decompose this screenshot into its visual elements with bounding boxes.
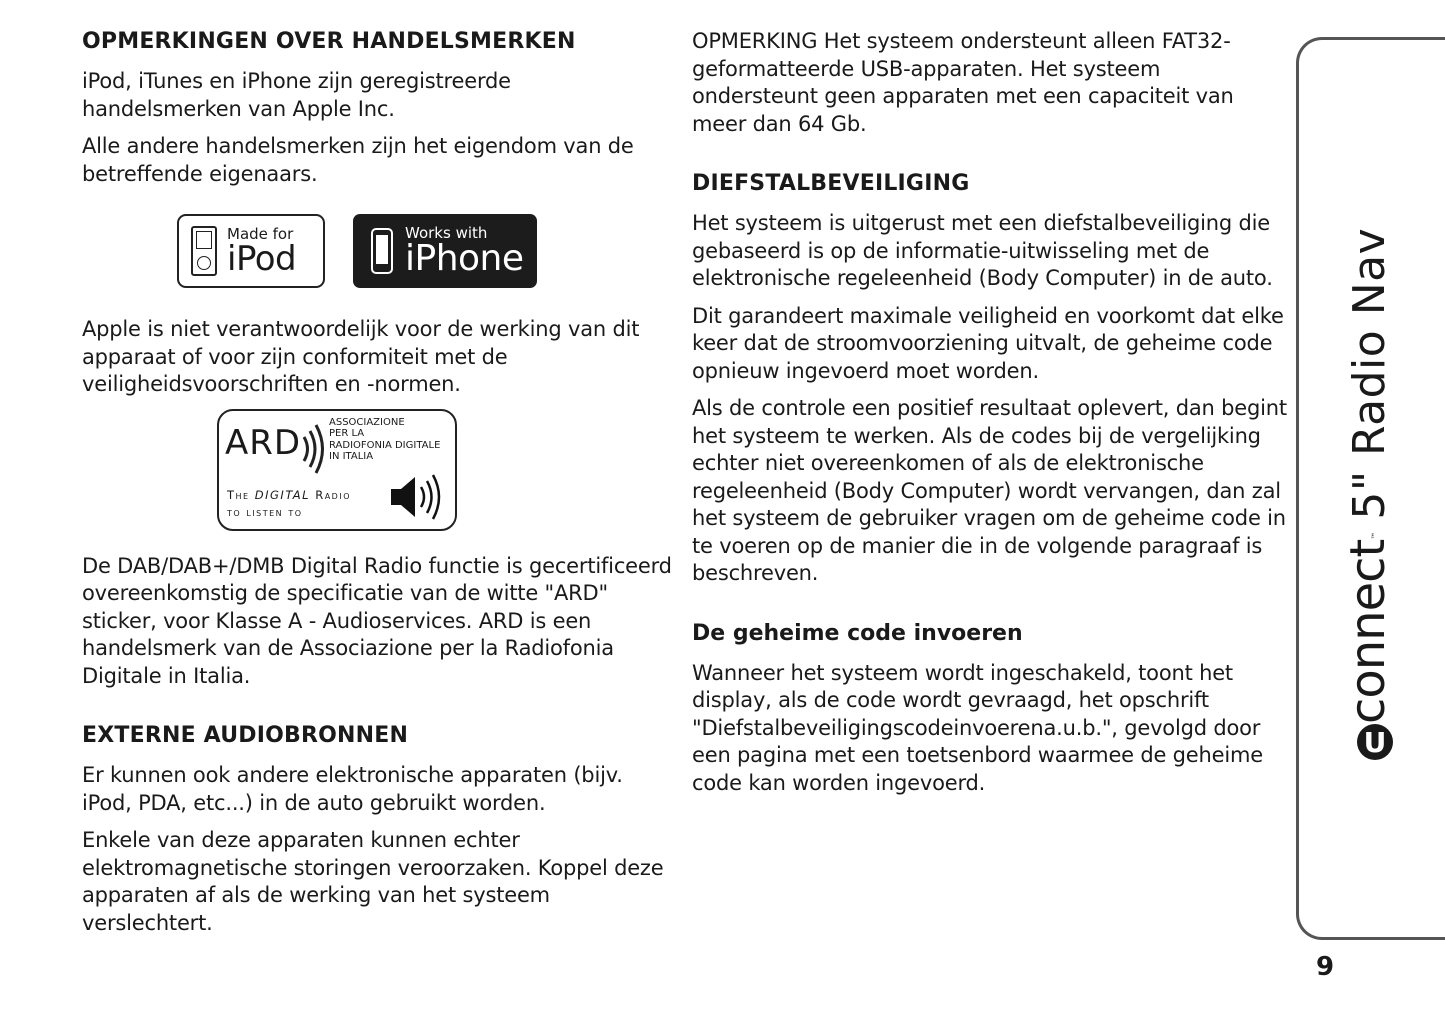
apple-badges	[82, 214, 672, 288]
dab-paragraph: De DAB/DAB+/DMB Digital Radio functie is gecertificeerd overeenkomstig de specificatie van de witte "ARD" sticker, voor Klasse A - Audioservices. ARD is een handelsmerk van de Associazione per la Radiofonia Digitale in Italia.	[82, 553, 672, 688]
ard-assoc-line-2: PER LA	[329, 428, 365, 439]
ard-logo-wrap	[82, 409, 672, 531]
chapter-subtitle: 5" Radio Nav	[1344, 227, 1395, 520]
right-column	[692, 28, 1292, 807]
ard-logo	[217, 409, 457, 531]
theft-paragraph-2: Dit garandeert maximale veiligheid en voorkomt dat elke keer dat de stroomvoorziening uitvalt, de geheime code opnieuw ingevoerd moet worden.	[692, 303, 1284, 383]
external-audio-heading: EXTERNE AUDIOBRONNEN	[82, 723, 409, 748]
ard-association-text	[329, 417, 440, 463]
ard-assoc-line-3: RADIOFONIA DIGITALE	[329, 439, 441, 451]
secret-code-paragraph: Wanneer het systeem wordt ingeschakeld, toont het display, als de code wordt gevraagd, het opschrift "Diefstalbeveiligingscodeinvoerena.u.b.", gevolgd door een pagina met een toetsenbord waarmee de geheime code kan worden ingevoerd.	[692, 660, 1263, 795]
left-column	[82, 28, 672, 947]
works-with-iphone-badge	[353, 214, 537, 288]
ard-assoc-line-4: IN ITALIA	[329, 451, 374, 462]
trademarks-paragraph-1: iPod, iTunes en iPhone zijn geregistreerde handelsmerken van Apple Inc.	[82, 69, 511, 121]
ard-tag-the: The	[227, 487, 250, 502]
ipod-badge-big-text: iPod	[227, 238, 297, 279]
theft-paragraph-1: Het systeem is uitgerust met een diefstalbeveiliging die gebaseerd is op de informatie-uitwisseling met de elektronische regeleenheid (Body Computer) in de auto.	[692, 211, 1273, 290]
chapter-title	[1340, 228, 1396, 760]
ard-tagline	[227, 487, 351, 521]
theft-protection-heading: DIEFSTALBEVEILIGING	[692, 171, 970, 196]
iphone-badge-big-text: iPhone	[405, 237, 524, 279]
uconnect-u-icon: U	[1357, 724, 1393, 760]
external-audio-paragraph-1: Er kunnen ook andere elektronische apparaten (bijv. iPod, PDA, etc...) in de auto gebruikt worden.	[82, 763, 623, 815]
trademarks-heading: OPMERKINGEN OVER HANDELSMERKEN	[82, 29, 576, 54]
ipod-icon	[191, 226, 217, 276]
usb-note: OPMERKING Het systeem ondersteunt alleen FAT32-geformatteerde USB-apparaten. Het systeem ondersteunt geen apparaten met een capaciteit van meer dan 64 Gb.	[692, 29, 1234, 136]
trademark-symbol: ™	[1370, 531, 1380, 540]
ard-tag-radio: Radio	[315, 487, 351, 502]
iphone-icon	[371, 228, 393, 274]
iphone-badge-small-text: Works with	[405, 223, 488, 242]
ipod-badge-small-text: Made for	[227, 224, 294, 243]
apple-disclaimer: Apple is niet verantwoordelijk voor de werking van dit apparaat of voor zijn conformiteit met de veiligheidsvoorschriften en -normen.	[82, 317, 640, 396]
secret-code-heading: De geheime code invoeren	[692, 620, 1023, 646]
ard-tag-digital: DIGITAL	[254, 487, 311, 502]
uconnect-brand	[1340, 532, 1396, 760]
ard-assoc-line-1: ASSOCIAZIONE	[329, 416, 405, 428]
trademarks-paragraph-2: Alle andere handelsmerken zijn het eigendom van de betreffende eigenaars.	[82, 134, 634, 186]
theft-paragraph-3: Als de controle een positief resultaat oplevert, dan begint het systeem te werken. Als de codes bij de vergelijking echter niet overeenkomen of als de elektronische regeleenheid (Body Computer) wordt vervangen, dan zal het systeem de gebruiker vragen om de geheime code in te voeren op de manier die in de volgende paragraaf is beschreven.	[692, 396, 1287, 585]
speaker-icon	[389, 469, 445, 525]
radio-waves-icon	[301, 419, 327, 479]
external-audio-paragraph-2: Enkele van deze apparaten kunnen echter elektromagnetische storingen veroorzaken. Koppel deze apparaten af als de werking van het systeem verslechtert.	[82, 828, 664, 935]
ard-logo-name: ARD	[225, 422, 302, 463]
made-for-ipod-badge	[177, 214, 325, 288]
ard-tag-line-2: to listen to	[227, 504, 303, 519]
uconnect-word: connect	[1340, 539, 1396, 724]
page-number: 9	[1316, 952, 1335, 982]
